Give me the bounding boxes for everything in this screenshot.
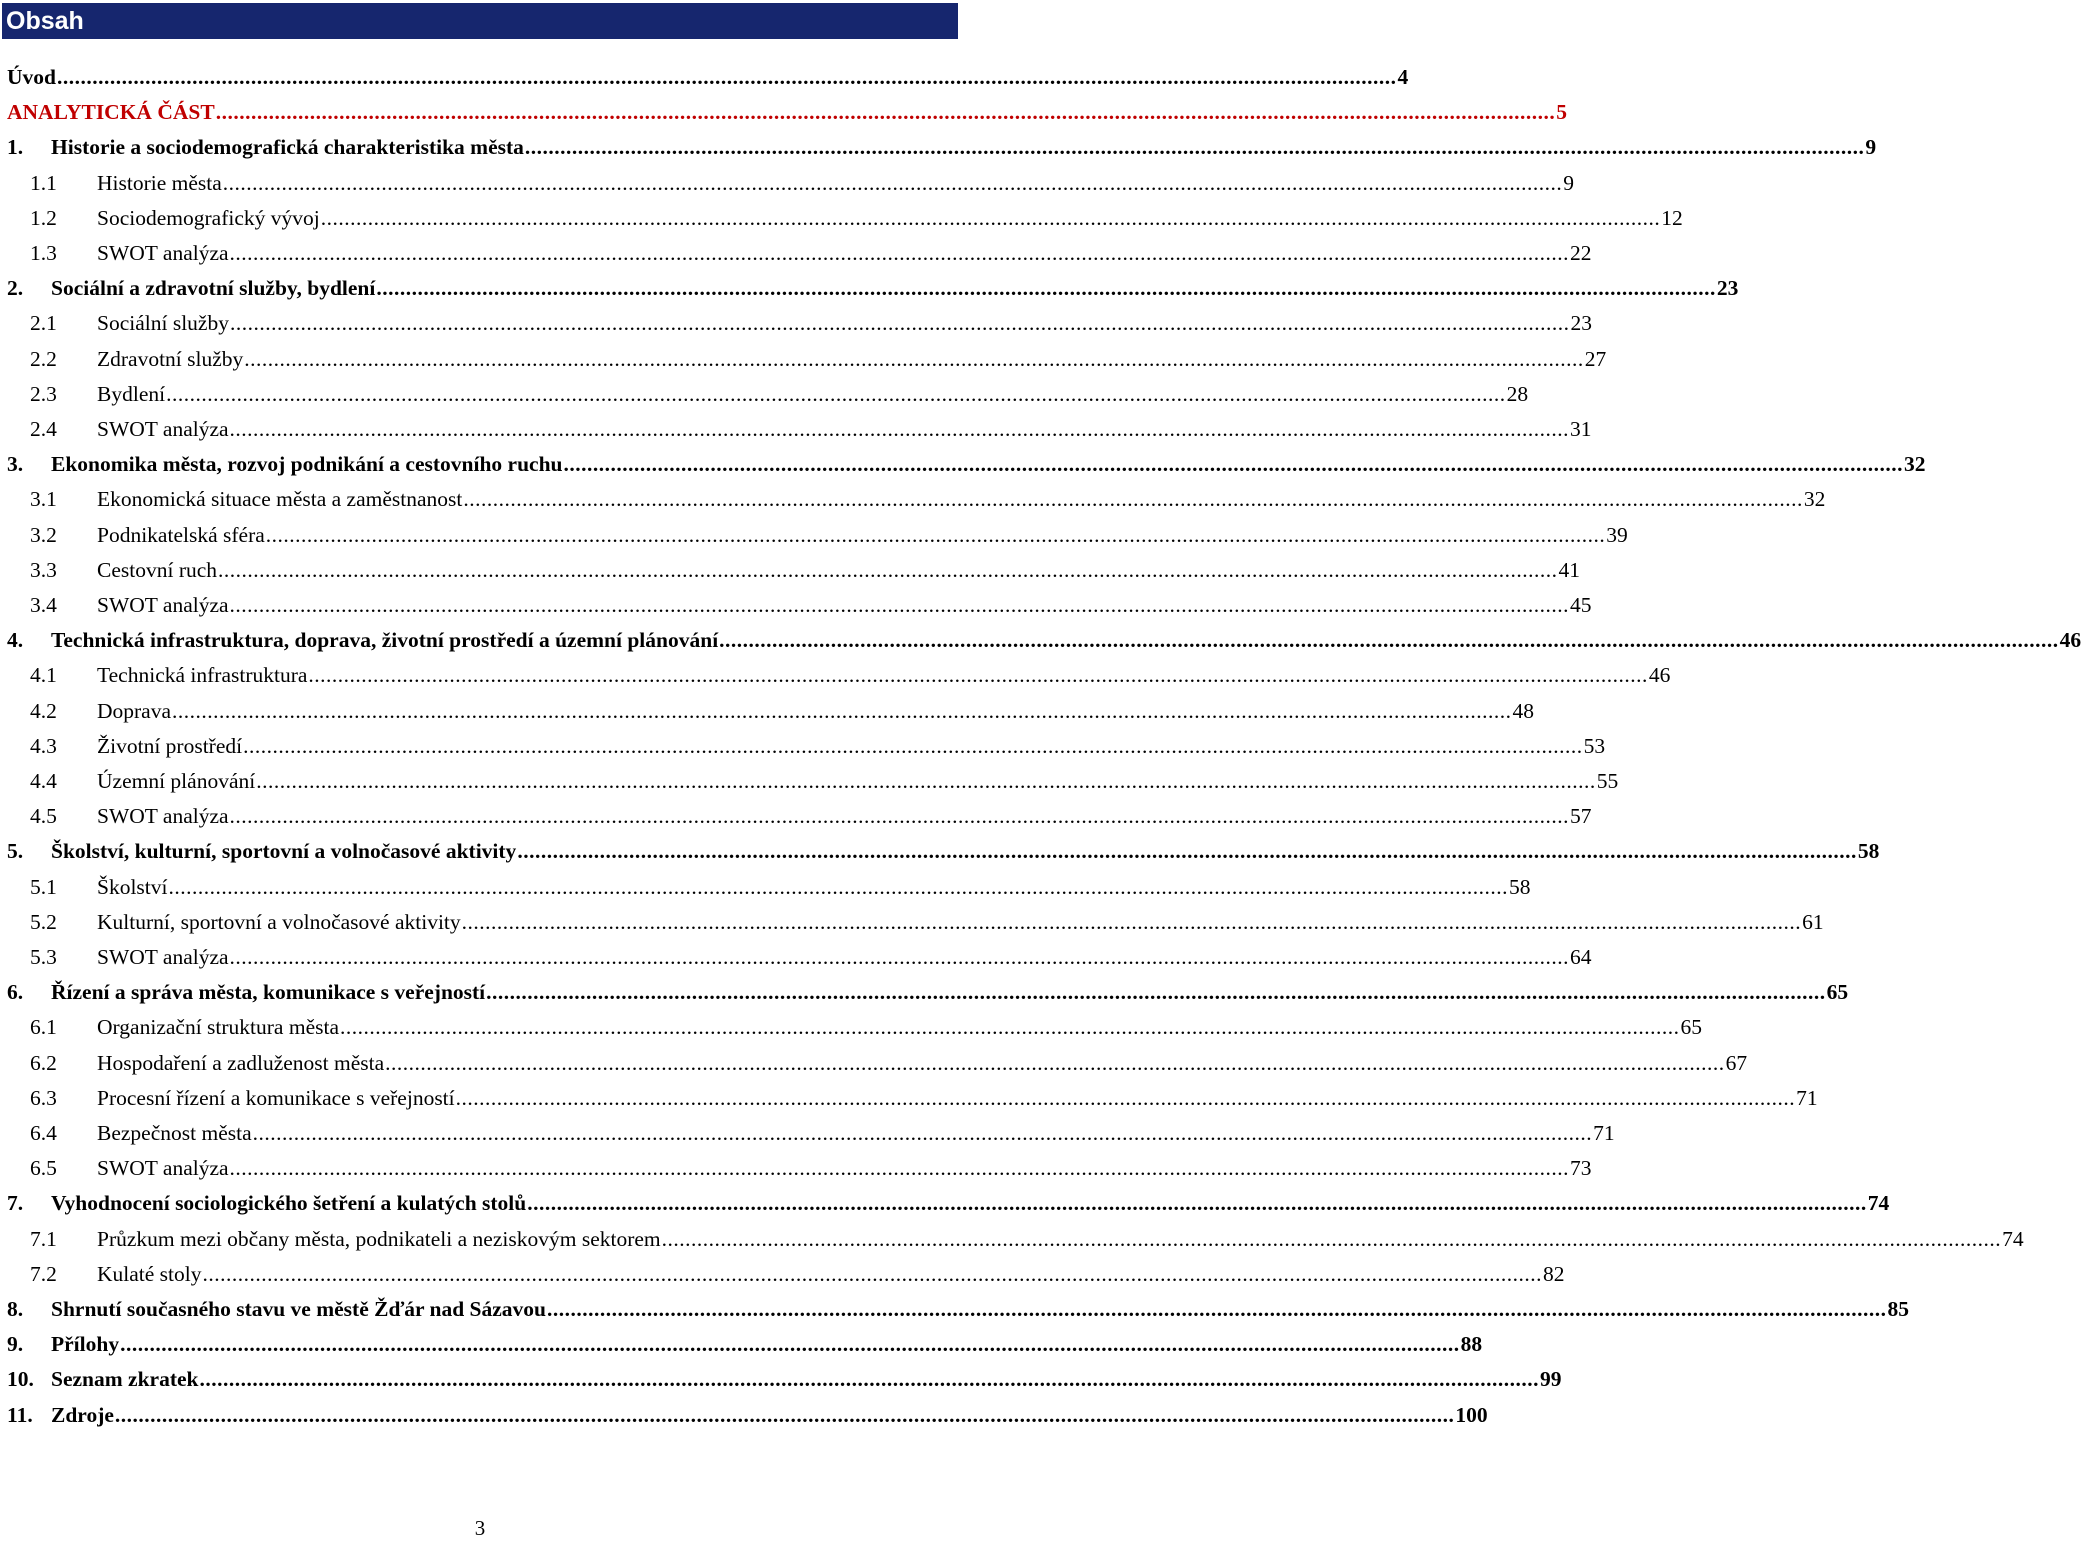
toc-entry-page: 100 xyxy=(1455,1402,1488,1427)
toc-dot-leader xyxy=(230,799,1570,834)
toc-entry[interactable] xyxy=(30,940,1592,975)
toc-dot-leader xyxy=(253,1116,1593,1151)
toc-entry[interactable] xyxy=(30,1151,1592,1186)
toc-entry-title: SWOT analýza xyxy=(97,241,229,265)
toc-entry-page: 67 xyxy=(1725,1050,1748,1075)
toc-entry[interactable] xyxy=(7,834,1880,869)
toc-entry-page: 88 xyxy=(1460,1332,1483,1357)
toc-entry[interactable] xyxy=(30,342,1607,377)
toc-entry-page: 12 xyxy=(1661,205,1683,230)
toc-entry-number: 1. xyxy=(7,135,24,160)
toc-entry[interactable] xyxy=(7,447,1926,482)
toc-entry-page: 85 xyxy=(1887,1297,1910,1321)
toc-entry-title: Průzkum mezi občany města, podnikateli a neziskovým sektorem xyxy=(97,1226,661,1251)
toc-entry[interactable] xyxy=(30,518,1628,553)
toc-dot-leader xyxy=(486,975,1826,1010)
toc-entry[interactable] xyxy=(30,588,1592,623)
toc-entry-number: 2.2 xyxy=(30,346,57,371)
toc-entry[interactable] xyxy=(30,694,1535,729)
toc-entry-title: Shrnutí současného stavu ve městě Žďár nad Sázavou xyxy=(51,1297,547,1321)
toc-entry[interactable] xyxy=(7,60,1409,95)
toc-entry-number: 6.3 xyxy=(30,1085,57,1110)
toc-entry-title: Organizační struktura města xyxy=(97,1015,339,1040)
toc-entry-number: 5.1 xyxy=(30,874,57,899)
toc-entry-title: Školství xyxy=(97,874,168,899)
toc-entry-page: 65 xyxy=(1826,980,1849,1005)
toc-dot-leader xyxy=(57,60,1397,95)
toc-dot-leader xyxy=(462,905,1802,940)
toc-entry[interactable] xyxy=(30,905,1824,940)
toc-dot-leader xyxy=(456,1081,1796,1116)
toc-entry-number: 4.4 xyxy=(30,769,57,793)
toc-entry-page: 61 xyxy=(1802,909,1824,934)
toc-entry-number: 6.2 xyxy=(30,1050,57,1075)
toc-entry-title: Zdravotní služby xyxy=(97,346,244,371)
toc-entry-title: Vyhodnocení sociologického šetření a kulatých stolů xyxy=(51,1191,527,1216)
toc-dot-leader xyxy=(266,518,1606,553)
toc-entry-page: 45 xyxy=(1570,593,1592,617)
toc-dot-leader xyxy=(662,1222,2002,1257)
toc-entry-page: 46 xyxy=(2059,628,2081,653)
toc-dot-leader xyxy=(115,1398,1455,1433)
toc-dot-leader xyxy=(200,1362,1540,1397)
toc-entry-page: 55 xyxy=(1596,769,1619,793)
toc-entry-title: Bezpečnost města xyxy=(97,1121,252,1145)
toc-dot-leader xyxy=(385,1046,1725,1081)
toc-entry-page: 48 xyxy=(1512,698,1535,723)
toc-entry-title: Kulaté stoly xyxy=(97,1261,202,1286)
toc-dot-leader xyxy=(308,658,1648,693)
toc-dot-leader xyxy=(230,412,1570,447)
toc-dot-leader xyxy=(216,95,1556,130)
toc-dot-leader xyxy=(223,166,1563,201)
toc-dot-leader xyxy=(166,377,1506,412)
toc-entry[interactable] xyxy=(30,1010,1702,1045)
toc-entry-number: 7.1 xyxy=(30,1226,57,1251)
toc-dot-leader xyxy=(230,588,1570,623)
toc-entry[interactable] xyxy=(7,975,1849,1010)
toc-entry-page: 22 xyxy=(1570,241,1592,265)
toc-dot-leader xyxy=(547,1292,1887,1327)
toc-entry[interactable] xyxy=(30,377,1529,412)
toc-entry-title: Ekonomika města, rozvoj podnikání a cestovního ruchu xyxy=(51,452,563,477)
toc-entry[interactable] xyxy=(30,306,1592,341)
toc-entry-title: Sociální služby xyxy=(97,311,229,336)
toc-entry[interactable] xyxy=(7,1362,1562,1397)
toc-entry-page: 58 xyxy=(1857,839,1880,864)
toc-entry[interactable] xyxy=(30,201,1683,236)
toc-entry[interactable] xyxy=(30,1257,1565,1292)
toc-entry[interactable] xyxy=(7,95,1567,130)
toc-entry-page: 27 xyxy=(1584,346,1607,371)
toc-entry[interactable] xyxy=(30,1046,1748,1081)
toc-header-bar xyxy=(2,3,958,39)
toc-dot-leader xyxy=(243,729,1583,764)
toc-entry[interactable] xyxy=(30,166,1575,201)
toc-entry[interactable] xyxy=(30,870,1531,905)
toc-entry-number: 4.3 xyxy=(30,733,57,758)
toc-entry[interactable] xyxy=(30,482,1826,517)
toc-entry-title: Školství, kulturní, sportovní a volnočasové aktivity xyxy=(51,839,517,864)
toc-entry-page: 82 xyxy=(1543,1261,1565,1286)
toc-dot-leader xyxy=(321,201,1661,236)
toc-entry-number: 8. xyxy=(7,1297,24,1321)
toc-entry-title: SWOT analýza xyxy=(97,593,229,617)
toc-entry-page: 74 xyxy=(1867,1191,1890,1216)
toc-entry[interactable] xyxy=(30,658,1671,693)
toc-dot-leader xyxy=(203,1257,1543,1292)
toc-dot-leader xyxy=(218,553,1558,588)
toc-entry-page: 46 xyxy=(1648,663,1671,688)
toc-entry-title: Historie a sociodemografická charakteristika města xyxy=(51,135,524,160)
toc-entry-number: 2.4 xyxy=(30,417,57,441)
toc-entry[interactable] xyxy=(30,412,1592,447)
toc-entry[interactable] xyxy=(30,236,1592,271)
toc-entry-number: 7. xyxy=(7,1191,24,1216)
toc-entry-number: 5.2 xyxy=(30,909,57,934)
toc-entry-number: 1.3 xyxy=(30,241,57,265)
toc-entry-page: 39 xyxy=(1606,522,1628,547)
toc-entry-number: 4.2 xyxy=(30,698,57,723)
toc-dot-leader xyxy=(719,623,2059,658)
toc-entry-number: 1.2 xyxy=(30,205,57,230)
toc-entry-page: 71 xyxy=(1796,1085,1818,1110)
toc-entry[interactable] xyxy=(7,623,2081,658)
toc-entry-title: SWOT analýza xyxy=(97,804,229,829)
toc-entry[interactable] xyxy=(30,1081,1818,1116)
toc-entry-page: 4 xyxy=(1397,65,1409,89)
toc-entry-title: Úvod xyxy=(7,65,56,89)
toc-entry-page: 31 xyxy=(1570,417,1592,441)
toc-entry-number: 4.5 xyxy=(30,804,57,829)
toc-entry-number: 5. xyxy=(7,839,24,864)
toc-entry-page: 53 xyxy=(1583,733,1606,758)
toc-entry-page: 65 xyxy=(1680,1015,1702,1040)
toc-entry-title: Podnikatelská sféra xyxy=(97,522,265,547)
toc-entry-title: Doprava xyxy=(97,698,172,723)
toc-entry-title: Životní prostředí xyxy=(97,733,243,758)
toc-entry-title: SWOT analýza xyxy=(97,945,229,969)
toc-entry[interactable] xyxy=(30,764,1619,799)
toc-entry-number: 6. xyxy=(7,980,24,1005)
toc-dot-leader xyxy=(525,130,1865,165)
toc-entry-page: 32 xyxy=(1803,487,1826,512)
toc-entry-page: 5 xyxy=(1556,100,1567,125)
toc-entry-page: 74 xyxy=(2002,1226,2024,1251)
toc-entry-page: 57 xyxy=(1570,804,1592,829)
toc-entry[interactable] xyxy=(7,271,1739,306)
toc-entry-number: 6.5 xyxy=(30,1156,57,1181)
toc-entry-number: 2. xyxy=(7,276,24,301)
toc-entry-number: 3.2 xyxy=(30,522,57,547)
toc-dot-leader xyxy=(172,694,1512,729)
toc-entry-page: 23 xyxy=(1570,311,1592,336)
toc-entry-title: Ekonomická situace města a zaměstnanost xyxy=(97,487,463,512)
toc-entry-number: 5.3 xyxy=(30,945,57,969)
toc-entry-page: 9 xyxy=(1563,170,1575,195)
toc-entry-number: 6.4 xyxy=(30,1121,57,1145)
toc-dot-leader xyxy=(230,306,1570,341)
toc-entry-title: SWOT analýza xyxy=(97,417,229,441)
toc-entry[interactable] xyxy=(30,799,1592,834)
toc-dot-leader xyxy=(120,1327,1460,1362)
toc-entry-title: Hospodaření a zadluženost města xyxy=(97,1050,385,1075)
toc-dot-leader xyxy=(244,342,1584,377)
toc-heading: Obsah xyxy=(6,7,84,35)
toc-entry-title: Technická infrastruktura xyxy=(97,663,308,688)
toc-entry-number: 9. xyxy=(7,1332,24,1357)
toc-entry-number: 7.2 xyxy=(30,1261,57,1286)
toc-dot-leader xyxy=(169,870,1509,905)
toc-entry[interactable] xyxy=(7,1327,1483,1362)
toc-dot-leader xyxy=(376,271,1716,306)
toc-entry[interactable] xyxy=(30,1222,2024,1257)
toc-entry-page: 58 xyxy=(1509,874,1531,899)
toc-dot-leader xyxy=(463,482,1803,517)
toc-entry[interactable] xyxy=(7,1186,1890,1221)
toc-entry-number: 10. xyxy=(7,1367,34,1392)
toc-dot-leader xyxy=(230,1151,1570,1186)
toc-entry-title: Cestovní ruch xyxy=(97,557,218,582)
toc-entry-title: Sociodemografický vývoj xyxy=(97,205,320,230)
toc-entry-title: Bydlení xyxy=(97,381,166,406)
toc-dot-leader xyxy=(564,447,1904,482)
toc-entry-number: 2.3 xyxy=(30,381,57,406)
toc-entry-number: 3.3 xyxy=(30,557,57,582)
toc-entry[interactable] xyxy=(30,729,1606,764)
toc-dot-leader xyxy=(256,764,1596,799)
toc-entry-page: 9 xyxy=(1865,135,1877,160)
toc-entry[interactable] xyxy=(7,1292,1910,1327)
toc-entry-title: Řízení a správa města, komunikace s veřejností xyxy=(51,980,486,1005)
toc-dot-leader xyxy=(527,1186,1867,1221)
toc-entry-number: 3. xyxy=(7,452,24,477)
toc-entry-number: 4.1 xyxy=(30,663,57,688)
toc-entry-number: 3.1 xyxy=(30,487,57,512)
toc-entry-page: 28 xyxy=(1506,381,1529,406)
toc-dot-leader xyxy=(230,236,1570,271)
toc-entry-title: Seznam zkratek xyxy=(51,1367,199,1392)
toc-entry-title: Technická infrastruktura, doprava, životní prostředí a územní plánování xyxy=(51,628,719,653)
toc-entry-title: Kulturní, sportovní a volnočasové aktivity xyxy=(97,909,461,934)
toc-entry-title: Zdroje xyxy=(51,1402,114,1427)
toc-entry-title: ANALYTICKÁ ČÁST xyxy=(7,100,215,125)
toc-entry-page: 23 xyxy=(1716,276,1739,301)
toc-entry-page: 71 xyxy=(1593,1121,1615,1145)
toc-dot-leader xyxy=(340,1010,1680,1045)
toc-dot-leader xyxy=(517,834,1857,869)
toc-entry-title: Územní plánování xyxy=(97,769,256,793)
toc-entry-number: 11. xyxy=(7,1402,33,1427)
toc-entry[interactable] xyxy=(7,130,1877,165)
toc-entry-page: 32 xyxy=(1904,452,1926,477)
toc-entry-number: 6.1 xyxy=(30,1015,57,1040)
toc-entry-number: 4. xyxy=(7,628,24,653)
toc-entry-page: 99 xyxy=(1540,1367,1562,1392)
toc-entry-page: 41 xyxy=(1558,557,1581,582)
toc-entry-title: Přílohy xyxy=(51,1332,120,1357)
toc-dot-leader xyxy=(230,940,1570,975)
toc-entry-number: 1.1 xyxy=(30,170,57,195)
toc-entry-page: 73 xyxy=(1570,1156,1592,1181)
toc-entry[interactable] xyxy=(30,1116,1615,1151)
toc-entry-title: Procesní řízení a komunikace s veřejností xyxy=(97,1085,455,1110)
toc-entry-number: 2.1 xyxy=(30,311,57,336)
toc-entry-title: Historie města xyxy=(97,170,222,195)
page-number: 3 xyxy=(474,1516,486,1540)
toc-entry-page: 64 xyxy=(1570,945,1592,969)
toc-entry[interactable] xyxy=(30,553,1581,588)
toc-entry-number: 3.4 xyxy=(30,593,57,617)
toc-entry-title: Sociální a zdravotní služby, bydlení xyxy=(51,276,376,301)
toc-entry-title: SWOT analýza xyxy=(97,1156,229,1181)
toc-entry[interactable] xyxy=(7,1398,1488,1433)
